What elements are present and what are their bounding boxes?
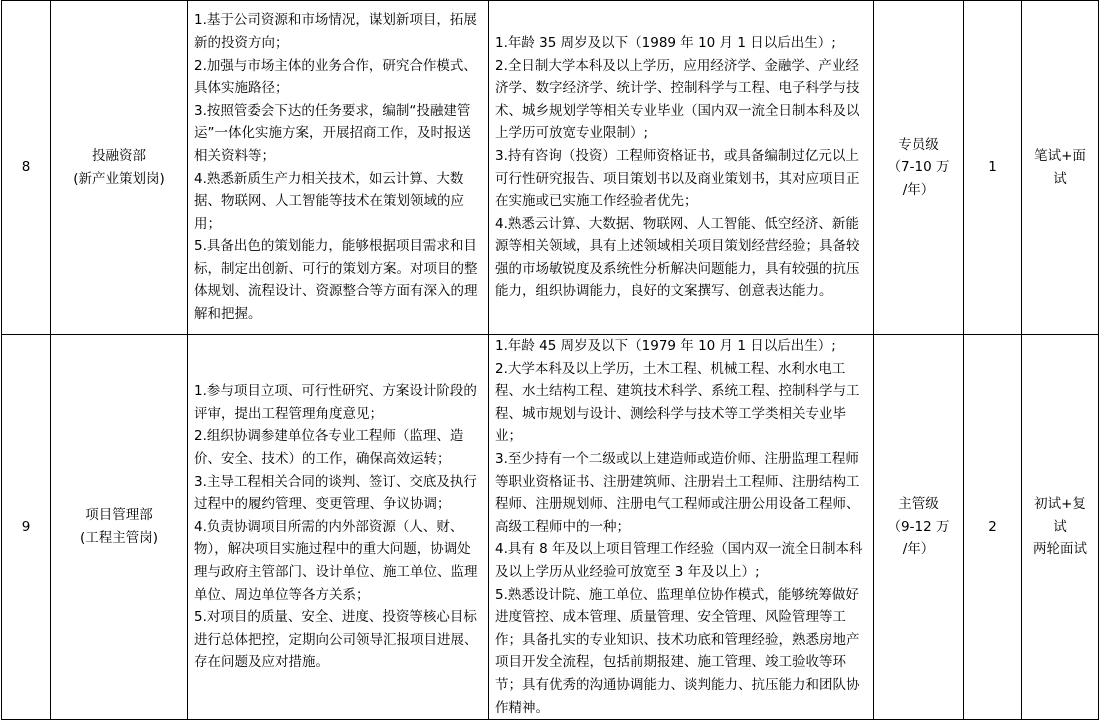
salary-unit: /年） [902, 541, 935, 558]
salary-range: （7-10 万 [887, 159, 950, 176]
department-name: 投融资部 [92, 147, 146, 164]
exam-method: 初试+复试 [1034, 496, 1086, 535]
row-number: 8 [2, 1, 51, 335]
job-level: 主管级 [898, 496, 939, 513]
department-cell [51, 1, 188, 335]
salary-unit: /年） [902, 181, 935, 198]
department-name: 项目管理部 [85, 507, 153, 524]
salary-range: （9-12 万 [887, 518, 950, 535]
level-cell [874, 1, 964, 335]
exam-method-extra: 两轮面试 [1033, 541, 1087, 558]
position-name: (工程主管岗) [79, 530, 159, 547]
department-cell [51, 335, 188, 720]
requirements-cell: 1.年龄 35 周岁及以下（1989 年 10 月 1 日以后出生）; 2.全日制大学本科及以上学历，应用经济学、金融学、产业经济学、数字经济学、统计学、控制科学与工程、电子科学与技术、城乡规划学等相关专业毕业（国内双一流全日制本科及以上学历可放宽专业限制）; 3.持有咨询（投资）工程师资格证书，或具备编制过亿元以上可行性研究报告、项目策划书以及商业策划书，其对应项目正在实施或已实施工作经验者优先； 4.熟悉云计算、大数据、物联网、人工智能、低空经济、新能源等相关领域，具有上述领域相关项目策划经营经验；具备较强的市场敏锐度及系统性分析解决问题能力，具有较强的抗压能力，组织协调能力，良好的文案撰写、创意表达能力。 [489, 1, 874, 335]
table-row [2, 335, 1099, 720]
exam-method: 笔试+面试 [1034, 147, 1086, 187]
exam-method-cell [1022, 335, 1099, 720]
requirements-cell: 1.年龄 45 周岁及以下（1979 年 10 月 1 日以后出生）; 2.大学本科及以上学历，土木工程、机械工程、水利水电工程、水土结构工程、建筑技术科学、系统工程、控制科学与工程、城市规划与设计、测绘科学与技术等工学类相关专业毕业； 3.至少持有一个二级或以上建造师或造价师、注册监理工程师等职业资格证书、注册建筑师、注册岩土工程师、注册结构工程师、注册规划师、注册电气工程师或注册公用设备工程师、高级工程师中的一种； 4.具有 8 年及以上项目管理工作经验（国内双一流全日制本科及以上学历从业经验可放宽至 3 年及以上）; 5.熟悉设计院、施工单位、监理单位协作模式，能够统筹做好进度管控、成本管理、质量管理、安全管理、风险管理等工作；具备扎实的专业知识、技术功底和管理经验，熟悉房地产项目开发全流程，包括前期报建、施工管理、竣工验收等环节；具有优秀的沟通协调能力、谈判能力、抗压能力和团队协作精神。 [489, 335, 874, 720]
job-table [1, 0, 1099, 720]
duties-cell: 1.基于公司资源和市场情况，谋划新项目，拓展新的投资方向； 2.加强与市场主体的业务合作，研究合作模式、具体实施路径； 3.按照管委会下达的任务要求，编制“投融建管运”一体化实施方案，开展招商工作，及时报送相关资料等； 4.熟悉新质生产力相关技术，如云计算、大数据、物联网、人工智能等技术在策划领域的应用； 5.具备出色的策划能力，能够根据项目需求和目标，制定出创新、可行的策划方案。对项目的整体规划、流程设计、资源整合等方面有深入的理解和把握。 [188, 1, 489, 335]
level-cell [874, 335, 964, 720]
exam-method-cell [1022, 1, 1099, 335]
row-number: 9 [2, 335, 51, 720]
job-level: 专员级 [898, 136, 939, 153]
duties-cell: 1.参与项目立项、可行性研究、方案设计阶段的评审，提出工程管理角度意见； 2.组织协调参建单位各专业工程师（监理、造价、安全、技术）的工作，确保高效运转； 3.主导工程相关合同的谈判、签订、交底及执行过程中的履约管理、变更管理、争议协调； 4.负责协调项目所需的内外部资源（人、财、物），解决项目实施过程中的重大问题，协调处理与政府主管部门、设计单位、施工单位、监理单位、周边单位等各方关系； 5.对项目的质量、安全、进度、投资等核心目标进行总体把控，定期向公司领导汇报项目进展、存在问题及应对措施。 [188, 335, 489, 720]
headcount-cell: 2 [964, 335, 1022, 720]
headcount-cell: 1 [964, 1, 1022, 335]
position-name: (新产业策划岗) [73, 170, 165, 187]
table-row [2, 1, 1099, 335]
